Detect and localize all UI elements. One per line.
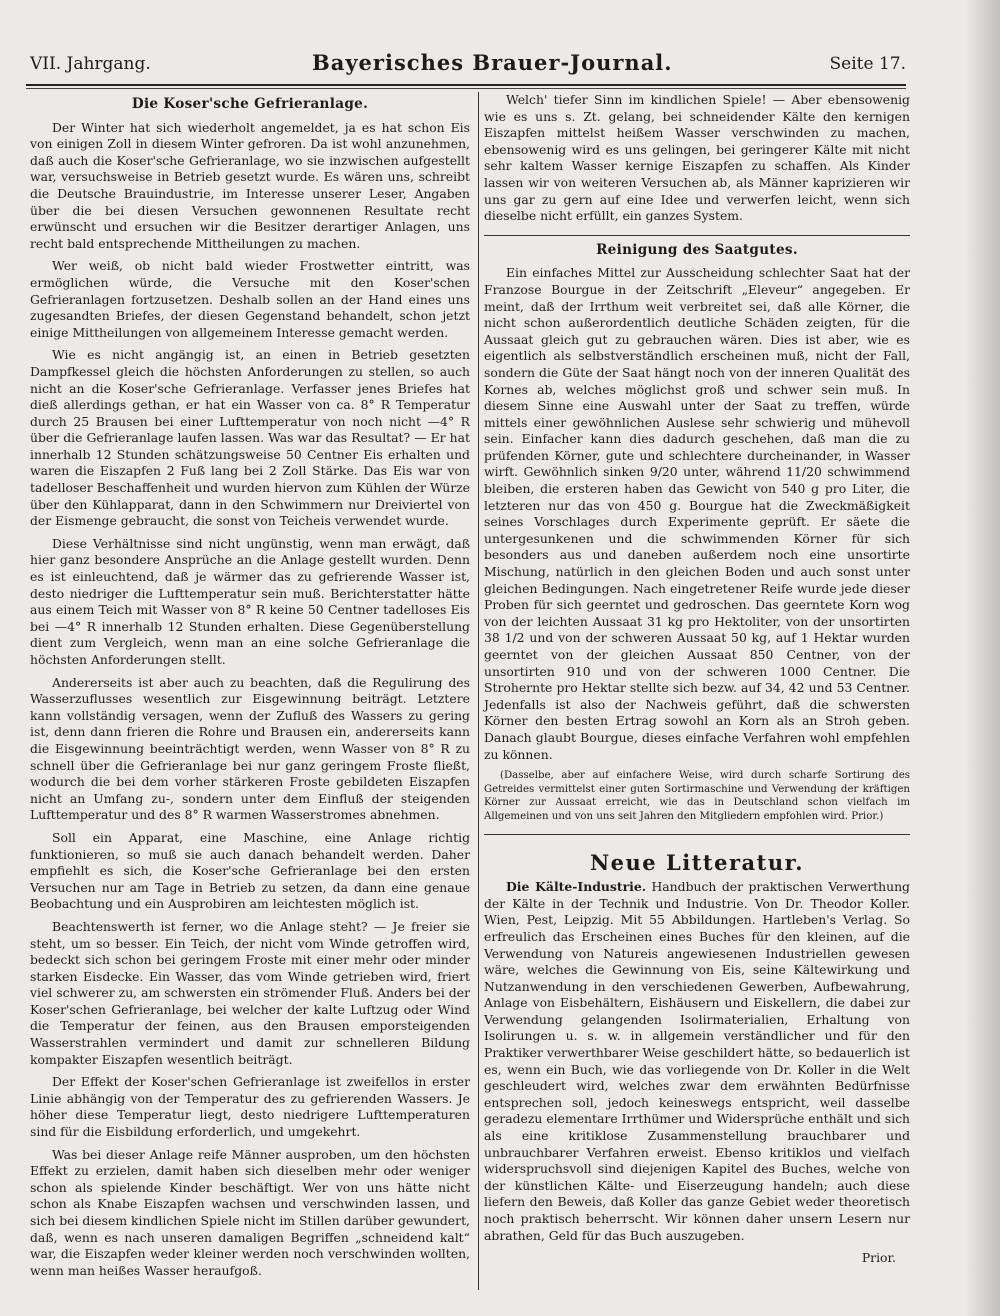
signature: Prior.	[861, 1250, 896, 1266]
paragraph: Der Effekt der Koser'schen Gefrieranlage ist zweifellos in erster Linie abhängig von der Temperatur des zu gefrierenden Wassers. Je höher diese Temperatur liegt, desto niedrigere Lufttemperaturen sind für die Eisbildung erforderlich, und umgekehrt.	[30, 1074, 470, 1140]
right-column	[484, 92, 910, 1267]
paragraph: Diese Verhältnisse sind nicht ungünstig, wenn man erwägt, daß hier ganz besondere Ansprüche an die Anlage gestellt wurden. Denn es ist einleuchtend, daß je wärmer das zu gefrierende Wasser ist, desto niedriger die Lufttemperatur sein muß. Berichterstatter hätte aus einem Teich mit Wasser von 8° R keine 50 Centner tadelloses Eis bei —4° R innerhalb 12 Stunden erhalten. Diese Gegenüberstellung dient zum Vergleich, wenn man an eine solche Gefrieranlage die höchsten Anforderungen stellt.	[30, 535, 470, 667]
page-header	[26, 50, 906, 84]
header-rule-thin	[26, 88, 906, 89]
paragraph: Ein einfaches Mittel zur Ausscheidung schlechter Saat hat der Franzose Bourgue in der Zeitschrift „Eleveur“ angegeben. Er meint, daß der Irrthum weit verbreitet sei, daß alle Körner, die nicht schon außerordentlich deutliche Schäden zeigten, für die Aussaat gleich gut zu gebrauchen wären. Dies ist aber, wie es eigentlich als selbstverständlich erscheinen muß, nicht der Fall, sondern die Güte der Saat hängt noch von der inneren Qualität des Kornes ab, welches möglichst groß und schwer sein muß. In diesem Sinne eine Auswahl unter der Saat zu treffen, würde mittels einer gewöhnlichen Auslese sehr schwierig und mühevoll sein. Einfacher kann dies dadurch geschehen, daß man die zu prüfenden Körner, gute und schlechtere durcheinander, in Wasser wirft. Gewöhnlich sinken 9/20 unter, während 11/20 schwimmend bleiben, die ersteren haben das Gewicht von 540 g pro Liter, die letzteren nur das von 450 g. Bourgue hat die Zweckmäßigkeit seines Vorschlages durch Experimente geprüft. Er säete die untergesunkenen und die schwimmenden Körner für sich besonders aus und daneben außerdem noch eine unsortirte Mischung, natürlich in den gleichen Boden und auch sonst unter gleichen Bedingungen. Nach eingetretener Reife wurde jede dieser Proben für sich geerntet und gedroschen. Das geerntete Korn wog von der leichten Aussaat 31 kg pro Hektoliter, von der unsortirten 38 1/2 und von der schweren Aussaat 50 kg, auf 1 Hektar wurden geerntet von der gleichen Aussaat 850 Centner, von der unsortirten 910 und von der schweren 1000 Centner. Die Strohernte pro Hektar stellte sich bezw. auf 34, 42 und 53 Centner. Jedenfalls ist also der Nachweis geführt, daß die schwersten Körner den besten Ertrag sowohl an Korn als an Stroh geben. Danach glaubt Bourgue, dieses einfache Verfahren wohl empfehlen zu können.	[484, 265, 910, 762]
column-divider	[478, 92, 479, 1290]
left-column	[30, 92, 470, 1285]
paragraph: Der Winter hat sich wiederholt angemeldet, ja es hat schon Eis von einigen Zoll in diesem Winter gefroren. Da ist wohl anzunehmen, daß auch die Koser'sche Gefrieranlage, wo sie inzwischen aufgestellt war, versuchsweise in Betrieb gesetzt wurde. Es wären uns, schreibt die Deutsche Brauindustrie, im Interesse unserer Leser, Angaben über die bei diesen Versuchen gewonnenen Resultate recht erwünscht und ersuchen wir die Besitzer derartiger Anlagen, uns recht bald entsprechende Mittheilungen zu machen.	[30, 119, 470, 251]
paragraph: Andererseits ist aber auch zu beachten, daß die Regulirung des Wasserzuflusses wesentlich zur Eisgewinnung beiträgt. Letztere kann vollständig versagen, wenn der Zufluß des Wassers zu gering ist, denn dann frieren die Rohre und Brausen ein, andererseits kann die Eisgewinnung beeinträchtigt werden, wenn Wasser von 8° R zu schnell über die Gefrieranlage bei nur ganz geringem Froste fließt, wodurch die bei dem vorher stärkeren Froste gebildeten Eiszapfen nicht an Umfang zu-, sondern unter dem Einfluß der steigenden Lufttemperatur und des 8° R warmen Wasserstromes abnehmen.	[30, 674, 470, 823]
book-title: Die Kälte-Industrie.	[506, 879, 647, 895]
article-separator	[484, 235, 910, 236]
article-title-gefrieranlage: Die Koser'sche Gefrieranlage.	[131, 96, 369, 112]
page-number: Seite 17.	[829, 54, 906, 74]
article-title-saatgut: Reinigung des Saatgutes.	[596, 241, 798, 258]
review-body: Handbuch der praktischen Verwerthung der Kälte in der Technik und Industrie. Von Dr. Theodor Koller. Wien, Pest, Leipzig. Mit 55 Abbildungen. Hartleben's Verlag. So erfreulich das Erscheinen eines Buches für den kleinen, auf die Verwendung von Natureis angewiesenen Industriellen gewesen wäre, welches die Gewinnung von Eis, seine Kältewirkung und Nutzanwendung in den verschiedenen Gewerben, Aufbewahrung, Anlage von Eisbehältern, Eishäusern und Eiskellern, die dabei zur Verwendung gelangenden Isolirmaterialien, Erhaltung von Isolirungen u. s. w. in allgemein verständlicher und für den Praktiker verwerthbarer Weise geschildert hätte, so bedauerlich ist es, wenn ein Buch, wie das vorliegende von Dr. Koller in die Welt geschleudert wird, welches zwar dem erwähnten Bedürfnisse entsprechen soll, jedoch keineswegs entspricht, weil dasselbe geradezu elementare Irrthümer und Widersprüche enthält und sich als eine kritiklose Zusammenstellung brauchbarer und unbrauchbarer Verfahren erweist. Ebenso kritiklos und vielfach widerspruchsvoll sind diejenigen Kapitel des Buches, welche von der künstlichen Kälte- und Eiserzeugung handeln; auch diese liefern den Beweis, daß Koller das ganze Gebiet weder theoretisch noch praktisch beherrscht. Wir können daher unsern Lesern nur abrathen, Geld für das Buch auszugeben.	[484, 879, 910, 1243]
paragraph: Beachtenswerth ist ferner, wo die Anlage steht? — Je freier sie steht, um so besser. Ein Teich, der nicht vom Winde getroffen wird, bedeckt sich schon bei geringem Froste mit einer mehr oder minder starken Eisdecke. Ein Wasser, das vom Winde getrieben wird, friert viel schwerer zu, am schwersten ein strömender Fluß. Anders bei der Koser'schen Gefrieranlage, bei welcher der kalte Luftzug oder Wind die Temperatur der feinen, aus den Brausen emporsteigenden Wasserstrahlen vermindert und damit zur schnelleren Bildung kompakter Eiszapfen wesentlich beiträgt.	[30, 918, 470, 1067]
header-rule	[26, 84, 906, 86]
article-separator	[484, 834, 910, 835]
review-paragraph	[484, 879, 910, 1244]
paragraph: Was bei dieser Anlage reife Männer ausproben, um den höchsten Effekt zu erzielen, damit haben sich dieselben mehr oder weniger schon als spielende Kinder beschäftigt. Wer von uns hätte nicht schon als Knabe Eiszapfen wachsen und verschwinden lassen, und sich bei diesem kindlichen Spiele nicht im Stillen darüber gewundert, daß, wenn es nach unseren damaligen Begriffen „schneidend kalt“ war, die Eiszapfen weder kleiner werden noch verschwinden wollten, wenn man heißes Wasser heraufgoß.	[30, 1146, 470, 1278]
journal-title: Bayerisches Brauer-Journal.	[312, 50, 673, 75]
paragraph-continuation: Welch' tiefer Sinn im kindlichen Spiele! — Aber ebensowenig wie es uns s. Zt. gelang, bei schneidender Kälte den kernigen Eiszapfen mittelst heißem Wasser verschwinden zu machen, ebensowenig wird es uns gelingen, bei geringerer Kälte mit nicht sehr kaltem Wasser kernige Eiszapfen zu schaffen. Als Kinder lassen wir von weiteren Versuchen ab, als Männer kaprizieren wir uns gar zu gern auf eine Idee und verwerfen leicht, wenn sich dieselbe nicht erfüllt, ein ganzes System.	[484, 92, 910, 224]
paragraph: Wer weiß, ob nicht bald wieder Frostwetter eintritt, was ermöglichen würde, die Versuche mit den Koser'schen Gefrieranlagen fortzusetzen. Deshalb sollen an der Hand eines uns zugesandten Briefes, der diesen Gegenstand behandelt, schon jetzt einige Mittheilungen von allgemeinem Interesse gemacht werden.	[30, 258, 470, 340]
editor-note: (Dasselbe, aber auf einfachere Weise, wird durch scharfe Sortirung des Getreides vermittelst einer guten Sortirmaschine und Verwendung der kräftigen Körner zur Aussaat erreicht, wie das in Deutschland schon vielfach im Allgemeinen und von uns seit Jahren den Mitgliedern empfohlen wird. Prior.)	[484, 770, 910, 822]
section-title-neue-litteratur: Neue Litteratur.	[589, 849, 805, 875]
volume-label: VII. Jahrgang.	[30, 54, 151, 74]
page-edge-shadow	[964, 0, 1000, 1316]
paragraph: Wie es nicht angängig ist, an einen in Betrieb gesetzten Dampfkessel gleich die höchsten Anforderungen zu stellen, so auch nicht an die Koser'sche Gefrieranlage. Verfasser jenes Briefes hat dieß allerdings gethan, er hat ein Wasser von ca. 8° R Temperatur durch 25 Brausen bei einer Lufttemperatur von noch nicht —4° R über die Gefrieranlage laufen lassen. Was war das Resultat? — Er hat innerhalb 12 Stunden schätzungsweise 50 Centner Eis erhalten und waren die Eiszapfen 2 Fuß lang bei 2 Zoll Stärke. Das Eis war von tadelloser Beschaffenheit und wurden hiervon zum Kühlen der Würze über den Kühlapparat, dann in den Schwimmern nur Dreiviertel von der Eismenge gebraucht, die sonst von Teicheis verwendet wurde.	[30, 347, 470, 529]
paragraph: Soll ein Apparat, eine Maschine, eine Anlage richtig funktionieren, so muß sie auch danach behandelt werden. Daher empfiehlt es sich, die Koser'sche Gefrieranlage bei den ersten Versuchen nur am Tage in Betrieb zu setzen, da dann eine genaue Beobachtung und ein Ausprobiren am leichtesten möglich ist.	[30, 829, 470, 912]
